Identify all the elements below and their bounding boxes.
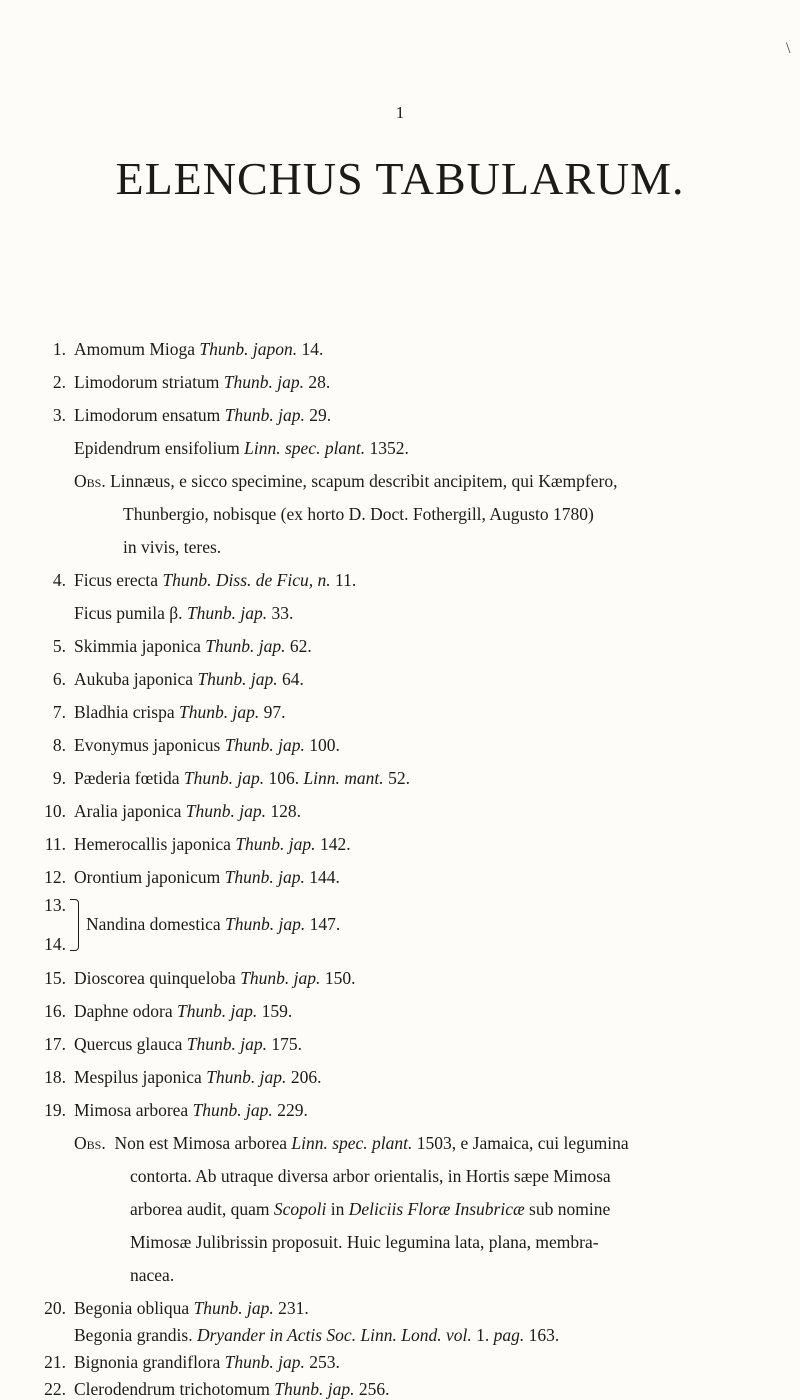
page-ref: 28. [303, 372, 331, 392]
entry-number: 21. [44, 1352, 66, 1372]
entry-number: 2. [52, 372, 66, 392]
citation: Thunb. jap. [185, 801, 266, 821]
page-ref: 100. [304, 735, 340, 755]
species-name: Mespilus japonica [74, 1067, 207, 1087]
entry-number: 12. [44, 867, 66, 887]
obs-text: in vivis, teres. [123, 537, 222, 557]
species-name: Bignonia grandiflora [74, 1352, 225, 1372]
species-name: Dioscorea quinqueloba [74, 968, 241, 988]
species-name: Pæderia fœtida [74, 768, 184, 788]
obs-text: contorta. Ab utraque diversa arbor orientalis, in Hortis sæpe Mimosa [130, 1166, 611, 1186]
page-number: 1 [395, 103, 405, 122]
obs-text: arborea audit, quam [130, 1199, 274, 1219]
corner-mark: \ [786, 40, 791, 57]
citation: Thunb. jap. [224, 735, 305, 755]
species-name: Ficus erecta [74, 570, 163, 590]
page-ref: 128. [266, 801, 301, 821]
obs-label: Obs. [74, 1133, 106, 1153]
citation: Thunb. jap. [224, 405, 305, 425]
citation: Scopoli [273, 1199, 327, 1219]
species-name: Hemerocallis japonica [74, 834, 236, 854]
species-name: Epidendrum ensifolium [74, 438, 245, 458]
citation: Thunb. japon. [199, 339, 298, 359]
citation: Thunb. jap. [178, 702, 260, 722]
page-ref: 14. [297, 339, 324, 359]
entry-number: 13. [44, 895, 66, 915]
obs-text: nacea. [130, 1265, 175, 1285]
entry-number: 14. [44, 934, 66, 954]
entry-number: 15. [44, 968, 66, 988]
citation: Thunb. jap. [224, 1352, 305, 1372]
page-ref: 206. [286, 1067, 322, 1087]
obs-text: Linnæus, e sicco specimine, scapum describit ancipitem, qui Kæmpfero, [110, 471, 618, 491]
species-name: Orontium japonicum [74, 867, 225, 887]
page-ref: 150. [320, 968, 356, 988]
page-ref: 64. [277, 669, 304, 689]
page-ref: 229. [272, 1100, 308, 1120]
citation: Linn. spec. plant. [291, 1133, 413, 1153]
entry-number: 10. [44, 801, 66, 821]
obs-text: Thunbergio, nobisque (ex horto D. Doct. Fothergill, Augusto 1780) [123, 504, 594, 524]
page-ref: 253. [304, 1352, 340, 1372]
species-name: Amomum Mioga [74, 339, 200, 359]
species-name: Evonymus japonicus [74, 735, 225, 755]
species-name: Aukuba japonica [74, 669, 198, 689]
species-name: Aralia japonica [74, 801, 186, 821]
obs-text: 1503, e Jamaica, cui legumina [412, 1133, 629, 1153]
obs-text: sub nomine [524, 1199, 611, 1219]
citation: Deliciis Floræ Insubricæ [348, 1199, 525, 1219]
entry-number: 1. [52, 339, 66, 359]
entry-number: 6. [52, 669, 66, 689]
citation: Thunb. jap. [206, 1067, 287, 1087]
page-ref: 1352. [365, 438, 409, 458]
species-name: Begonia grandis. [74, 1325, 197, 1345]
entry-number: 9. [52, 768, 66, 788]
page-ref: 163. [524, 1325, 560, 1345]
page-ref: 175. [266, 1034, 302, 1054]
page-ref: 1. [471, 1325, 494, 1345]
species-name: Skimmia japonica [74, 636, 206, 656]
entry-number: 3. [52, 405, 66, 425]
citation: pag. [493, 1325, 525, 1345]
species-name: Ficus pumila β. [74, 603, 187, 623]
grouping-brace [70, 899, 79, 951]
entry-number: 19. [44, 1100, 66, 1120]
page-ref: 33. [267, 603, 294, 623]
citation: Thunb. Diss. de Ficu, n. [162, 570, 331, 590]
entry-number: 11. [44, 834, 66, 854]
entry-number: 4. [52, 570, 66, 590]
entry-number: 22. [44, 1379, 66, 1399]
citation: Thunb. jap. [186, 1034, 267, 1054]
obs-label: Obs. [74, 471, 106, 491]
page-ref: 29. [304, 405, 332, 425]
page-ref: 159. [257, 1001, 293, 1021]
entry-number: 17. [44, 1034, 66, 1054]
entry-number: 5. [52, 636, 66, 656]
citation: Thunb. jap. [186, 603, 268, 623]
citation: Thunb. jap. [192, 1100, 273, 1120]
entry-number: 7. [52, 702, 66, 722]
entry-number: 16. [44, 1001, 66, 1021]
citation: Thunb. jap. [223, 372, 304, 392]
page-ref: 142. [315, 834, 351, 854]
citation: Thunb. jap. [224, 867, 305, 887]
species-name: Mimosa arborea [74, 1100, 193, 1120]
citation: Thunb. jap. [177, 1001, 258, 1021]
species-name: Clerodendrum trichotomum [74, 1379, 275, 1399]
page-title: ELENCHUS TABULARUM. [115, 153, 685, 204]
entry-number: 8. [52, 735, 66, 755]
page-ref: 144. [304, 867, 340, 887]
species-name: Limodorum striatum [74, 372, 224, 392]
citation: Thunb. jap. [224, 914, 306, 934]
citation: Thunb. jap. [274, 1379, 355, 1399]
species-name: Begonia obliqua [74, 1298, 194, 1318]
obs-text: in [326, 1199, 349, 1219]
page-ref: 147. [305, 914, 341, 934]
page-ref: 106. [264, 768, 304, 788]
page-ref: 231. [273, 1298, 309, 1318]
page-ref: 62. [285, 636, 312, 656]
species-name: Quercus glauca [74, 1034, 187, 1054]
citation: Linn. spec. plant. [244, 438, 366, 458]
species-name: Bladhia crispa [74, 702, 179, 722]
species-name: Daphne odora [74, 1001, 178, 1021]
entry-number: 18. [44, 1067, 66, 1087]
species-name: Nandina domestica [86, 914, 225, 934]
page-ref: 256. [354, 1379, 390, 1399]
citation: Dryander in Actis Soc. Linn. Lond. vol. [196, 1325, 472, 1345]
page-ref: 52. [383, 768, 410, 788]
citation: Thunb. jap. [205, 636, 286, 656]
obs-text: Mimosæ Julibrissin proposuit. Huic legumina lata, plana, membra- [130, 1232, 599, 1252]
species-name: Limodorum ensatum [74, 405, 225, 425]
citation: Thunb. jap. [240, 968, 321, 988]
citation: Thunb. jap. [235, 834, 316, 854]
citation: Linn. mant. [303, 768, 384, 788]
page-ref: 97. [259, 702, 286, 722]
citation: Thunb. jap. [193, 1298, 274, 1318]
page-ref: 11. [330, 570, 357, 590]
entry-number: 20. [44, 1298, 66, 1318]
citation: Thunb. jap. [183, 768, 265, 788]
citation: Thunb. jap. [197, 669, 278, 689]
obs-text: Non est Mimosa arborea [114, 1133, 292, 1153]
